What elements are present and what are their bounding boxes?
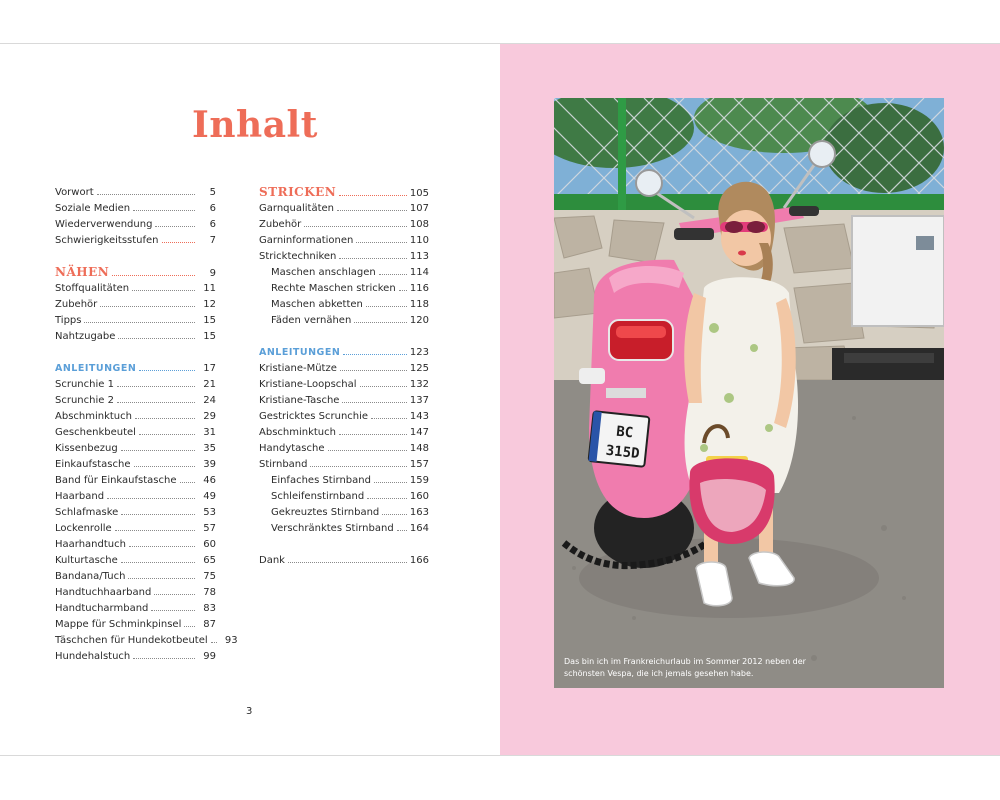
toc-leader-dots bbox=[154, 585, 195, 595]
toc-entry bbox=[55, 201, 216, 215]
toc-leader-dots bbox=[366, 297, 407, 307]
toc-entry-label: Garninformationen bbox=[259, 235, 354, 246]
toc-entry bbox=[55, 505, 216, 519]
toc-leader-dots bbox=[121, 505, 195, 515]
toc-entry-label: Maschen anschlagen bbox=[271, 267, 376, 278]
toc-entry-label: Haarhandtuch bbox=[55, 539, 126, 550]
toc-leader-dots bbox=[211, 633, 217, 643]
toc-entry-label: Handtucharmband bbox=[55, 603, 149, 614]
toc-entry-page: 9 bbox=[209, 268, 216, 279]
toc-entry-page: 120 bbox=[409, 315, 429, 326]
toc-entry-page: 53 bbox=[203, 507, 216, 518]
vacation-photo bbox=[554, 98, 944, 688]
toc-entry-label: Lockenrolle bbox=[55, 523, 112, 534]
toc-leader-dots bbox=[107, 489, 195, 499]
toc-entry bbox=[55, 217, 216, 231]
toc-entry bbox=[55, 361, 216, 375]
toc-entry-label: Band für Einkaufstasche bbox=[55, 475, 177, 486]
toc-entry bbox=[55, 489, 216, 503]
toc-leader-dots bbox=[399, 281, 407, 291]
toc-entry-label: NÄHEN bbox=[55, 265, 110, 279]
toc-leader-dots bbox=[360, 377, 407, 387]
toc-leader-dots bbox=[180, 473, 196, 483]
toc-entry-page: 15 bbox=[203, 315, 216, 326]
toc-entry-label: Schleifenstirnband bbox=[271, 491, 365, 502]
toc-entry bbox=[55, 409, 216, 423]
toc-entry bbox=[55, 617, 216, 631]
toc-leader-dots bbox=[134, 457, 196, 467]
toc-entry-page: 75 bbox=[203, 571, 216, 582]
toc-entry bbox=[55, 425, 216, 439]
toc-entry-label: Stricktechniken bbox=[259, 251, 337, 262]
toc-entry bbox=[259, 553, 429, 567]
toc-entry-label: Täschchen für Hundekotbeutel bbox=[55, 635, 208, 646]
toc-leader-dots bbox=[121, 441, 195, 451]
toc-leader-dots bbox=[139, 361, 195, 371]
toc-entry bbox=[259, 425, 429, 439]
toc-entry-page: 5 bbox=[209, 187, 216, 198]
toc-leader-dots bbox=[288, 553, 407, 563]
toc-entry-page: 7 bbox=[209, 235, 216, 246]
toc-entry bbox=[55, 537, 216, 551]
toc-entry bbox=[259, 201, 429, 215]
toc-entry-label: Nahtzugabe bbox=[55, 331, 116, 342]
toc-entry-page: 166 bbox=[409, 555, 429, 566]
toc-leader-dots bbox=[162, 233, 195, 243]
toc-leader-dots bbox=[342, 393, 406, 403]
toc-entry-label: Dank bbox=[259, 555, 285, 566]
right-page bbox=[500, 44, 1000, 755]
toc-entry-page: 60 bbox=[203, 539, 216, 550]
page-number: 3 bbox=[246, 706, 253, 717]
toc-leader-dots bbox=[184, 617, 195, 627]
toc-entry bbox=[271, 313, 429, 327]
toc-leader-dots bbox=[135, 409, 195, 419]
toc-leader-dots bbox=[354, 313, 407, 323]
toc-entry-label: Kristiane-Mütze bbox=[259, 363, 337, 374]
toc-entry-label: Haarband bbox=[55, 491, 105, 502]
toc-leader-dots bbox=[356, 233, 407, 243]
toc-entry-page: 46 bbox=[203, 475, 216, 486]
toc-entry-page: 6 bbox=[209, 219, 216, 230]
toc-leader-dots bbox=[310, 457, 406, 467]
toc-entry-label: Kulturtasche bbox=[55, 555, 118, 566]
toc-entry-page: 11 bbox=[203, 283, 216, 294]
toc-entry-page: 116 bbox=[409, 283, 429, 294]
toc-entry bbox=[259, 457, 429, 471]
toc-entry-label: Kristiane-Tasche bbox=[259, 395, 340, 406]
toc-entry-label: Wiederverwendung bbox=[55, 219, 153, 230]
toc-entry-label: Geschenkbeutel bbox=[55, 427, 136, 438]
toc-entry bbox=[55, 377, 216, 391]
toc-entry-label: Schlafmaske bbox=[55, 507, 119, 518]
toc-entry-page: 113 bbox=[409, 251, 429, 262]
toc-entry-page: 99 bbox=[203, 651, 216, 662]
toc-entry-label: STRICKEN bbox=[259, 185, 337, 199]
toc-entry bbox=[55, 601, 216, 615]
toc-entry bbox=[271, 281, 429, 295]
toc-entry bbox=[259, 441, 429, 455]
toc-leader-dots bbox=[133, 201, 195, 211]
toc-entry bbox=[271, 489, 429, 503]
toc-entry-page: 57 bbox=[203, 523, 216, 534]
toc-entry-label: Zubehör bbox=[55, 299, 98, 310]
toc-entry bbox=[259, 345, 429, 359]
toc-entry-page: 35 bbox=[203, 443, 216, 454]
toc-leader-dots bbox=[339, 425, 407, 435]
toc-entry bbox=[55, 297, 216, 311]
toc-entry-page: 137 bbox=[409, 395, 429, 406]
toc-entry-page: 147 bbox=[409, 427, 429, 438]
toc-entry-page: 6 bbox=[209, 203, 216, 214]
toc-entry-label: Schwierigkeitsstufen bbox=[55, 235, 159, 246]
toc-entry bbox=[55, 457, 216, 471]
toc-entry-page: 148 bbox=[409, 443, 429, 454]
toc-entry bbox=[55, 233, 216, 247]
toc-entry-label: Handytasche bbox=[259, 443, 325, 454]
toc-entry bbox=[55, 185, 216, 199]
toc-leader-dots bbox=[118, 329, 195, 339]
toc-entry bbox=[55, 569, 216, 583]
toc-entry-page: 160 bbox=[409, 491, 429, 502]
page-title: Inhalt bbox=[192, 104, 318, 146]
toc-entry-page: 123 bbox=[409, 347, 429, 358]
toc-entry-label: Abschminktuch bbox=[259, 427, 336, 438]
toc-entry-label: Stirnband bbox=[259, 459, 308, 470]
toc-leader-dots bbox=[121, 553, 195, 563]
toc-entry-page: 87 bbox=[203, 619, 216, 630]
toc-leader-dots bbox=[129, 537, 195, 547]
toc-entry-label: Verschränktes Stirnband bbox=[271, 523, 394, 534]
toc-leader-dots bbox=[371, 409, 407, 419]
toc-entry-label: Abschminktuch bbox=[55, 411, 132, 422]
toc-entry-page: 163 bbox=[409, 507, 429, 518]
toc-entry-page: 29 bbox=[203, 411, 216, 422]
toc-leader-dots bbox=[84, 313, 195, 323]
toc-entry-label: Einkaufstasche bbox=[55, 459, 131, 470]
toc-leader-dots bbox=[133, 649, 195, 659]
toc-entry-page: 107 bbox=[409, 203, 429, 214]
toc-leader-dots bbox=[339, 249, 407, 259]
toc-entry-page: 24 bbox=[203, 395, 216, 406]
toc-entry-page: 78 bbox=[203, 587, 216, 598]
toc-leader-dots bbox=[337, 201, 407, 211]
toc-entry-label: ANLEITUNGEN bbox=[259, 347, 341, 358]
toc-entry-page: 31 bbox=[203, 427, 216, 438]
toc-entry-label: Mappe für Schminkpinsel bbox=[55, 619, 182, 630]
toc-leader-dots bbox=[382, 505, 407, 515]
toc-entry-label: Kristiane-Loopschal bbox=[259, 379, 357, 390]
toc-entry bbox=[259, 233, 429, 247]
toc-entry-label: Kissenbezug bbox=[55, 443, 118, 454]
toc-entry bbox=[55, 265, 216, 279]
toc-leader-dots bbox=[397, 521, 407, 531]
toc-entry-page: 49 bbox=[203, 491, 216, 502]
toc-entry-page: 39 bbox=[203, 459, 216, 470]
toc-entry-page: 159 bbox=[409, 475, 429, 486]
toc-entry-label: Gekreuztes Stirnband bbox=[271, 507, 380, 518]
toc-entry-page: 108 bbox=[409, 219, 429, 230]
toc-entry bbox=[55, 521, 216, 535]
toc-leader-dots bbox=[132, 281, 195, 291]
toc-entry bbox=[271, 505, 429, 519]
toc-entry bbox=[55, 649, 216, 663]
toc-entry bbox=[55, 473, 216, 487]
toc-entry-page: 12 bbox=[203, 299, 216, 310]
toc-entry-label: Gestricktes Scrunchie bbox=[259, 411, 369, 422]
toc-entry-label: Zubehör bbox=[259, 219, 302, 230]
toc-leader-dots bbox=[155, 217, 195, 227]
toc-entry-page: 15 bbox=[203, 331, 216, 342]
toc-entry-page: 110 bbox=[409, 235, 429, 246]
toc-entry-label: Soziale Medien bbox=[55, 203, 131, 214]
toc-entry-page: 132 bbox=[409, 379, 429, 390]
toc-leader-dots bbox=[343, 345, 407, 355]
toc-entry bbox=[55, 633, 238, 647]
photo-caption: Das bin ich im Frankreichurlaub im Sommer 2012 neben der schönsten Vespa, die ich jemals gesehen habe. bbox=[564, 657, 806, 678]
toc-leader-dots bbox=[128, 569, 195, 579]
toc-entry-label: Fäden vernähen bbox=[271, 315, 352, 326]
toc-leader-dots bbox=[112, 266, 195, 276]
toc-leader-dots bbox=[374, 473, 407, 483]
toc-leader-dots bbox=[151, 601, 195, 611]
toc-entry-page: 21 bbox=[203, 379, 216, 390]
toc-entry-page: 164 bbox=[409, 523, 429, 534]
toc-entry-label: Vorwort bbox=[55, 187, 94, 198]
toc-entry-label: Bandana/Tuch bbox=[55, 571, 126, 582]
toc-leader-dots bbox=[97, 185, 195, 195]
toc-entry-label: ANLEITUNGEN bbox=[55, 363, 137, 374]
toc-leader-dots bbox=[367, 489, 407, 499]
toc-entry bbox=[259, 249, 429, 263]
toc-entry-label: Rechte Maschen stricken bbox=[271, 283, 396, 294]
toc-leader-dots bbox=[117, 377, 195, 387]
toc-entry-label: Garnqualitäten bbox=[259, 203, 334, 214]
toc-entry bbox=[259, 361, 429, 375]
toc-entry bbox=[259, 409, 429, 423]
toc-leader-dots bbox=[117, 393, 195, 403]
toc-entry bbox=[271, 521, 429, 535]
toc-entry-label: Scrunchie 1 bbox=[55, 379, 114, 390]
toc-entry bbox=[55, 441, 216, 455]
toc-entry-label: Tipps bbox=[55, 315, 82, 326]
toc-entry-page: 17 bbox=[203, 363, 216, 374]
toc-entry bbox=[259, 393, 429, 407]
toc-entry-page: 105 bbox=[409, 188, 429, 199]
toc-entry-page: 143 bbox=[409, 411, 429, 422]
toc-entry bbox=[271, 473, 429, 487]
toc-entry bbox=[55, 393, 216, 407]
toc-entry-page: 114 bbox=[409, 267, 429, 278]
plate-line-2: 315D bbox=[605, 442, 641, 463]
book-spread bbox=[0, 43, 1000, 756]
toc-leader-dots bbox=[304, 217, 407, 227]
toc-entry-page: 65 bbox=[203, 555, 216, 566]
plate-line-1: BC bbox=[615, 423, 634, 442]
toc-entry-page: 125 bbox=[409, 363, 429, 374]
toc-leader-dots bbox=[100, 297, 195, 307]
toc-entry-page: 118 bbox=[409, 299, 429, 310]
toc-leader-dots bbox=[115, 521, 195, 531]
toc-entry bbox=[55, 313, 216, 327]
toc-entry bbox=[55, 553, 216, 567]
girl-with-vespa-illustration bbox=[554, 98, 944, 688]
toc-leader-dots bbox=[328, 441, 407, 451]
toc-entry bbox=[259, 185, 429, 199]
left-page bbox=[0, 44, 500, 755]
toc-entry-page: 83 bbox=[203, 603, 216, 614]
toc-entry bbox=[259, 217, 429, 231]
toc-leader-dots bbox=[379, 265, 407, 275]
toc-entry-label: Handtuchhaarband bbox=[55, 587, 152, 598]
toc-entry-label: Einfaches Stirnband bbox=[271, 475, 371, 486]
toc-entry-label: Scrunchie 2 bbox=[55, 395, 114, 406]
toc-leader-dots bbox=[139, 425, 195, 435]
toc-entry-label: Stoffqualitäten bbox=[55, 283, 130, 294]
toc-entry bbox=[55, 329, 216, 343]
toc-entry bbox=[271, 265, 429, 279]
toc-entry bbox=[55, 281, 216, 295]
toc-entry bbox=[271, 297, 429, 311]
toc-leader-dots bbox=[339, 186, 407, 196]
toc-entry-label: Hundehalstuch bbox=[55, 651, 131, 662]
toc-entry-page: 157 bbox=[409, 459, 429, 470]
toc-entry-label: Maschen abketten bbox=[271, 299, 363, 310]
toc-entry-page: 93 bbox=[224, 635, 238, 646]
toc-entry bbox=[55, 585, 216, 599]
toc-entry bbox=[259, 377, 429, 391]
toc-leader-dots bbox=[340, 361, 407, 371]
